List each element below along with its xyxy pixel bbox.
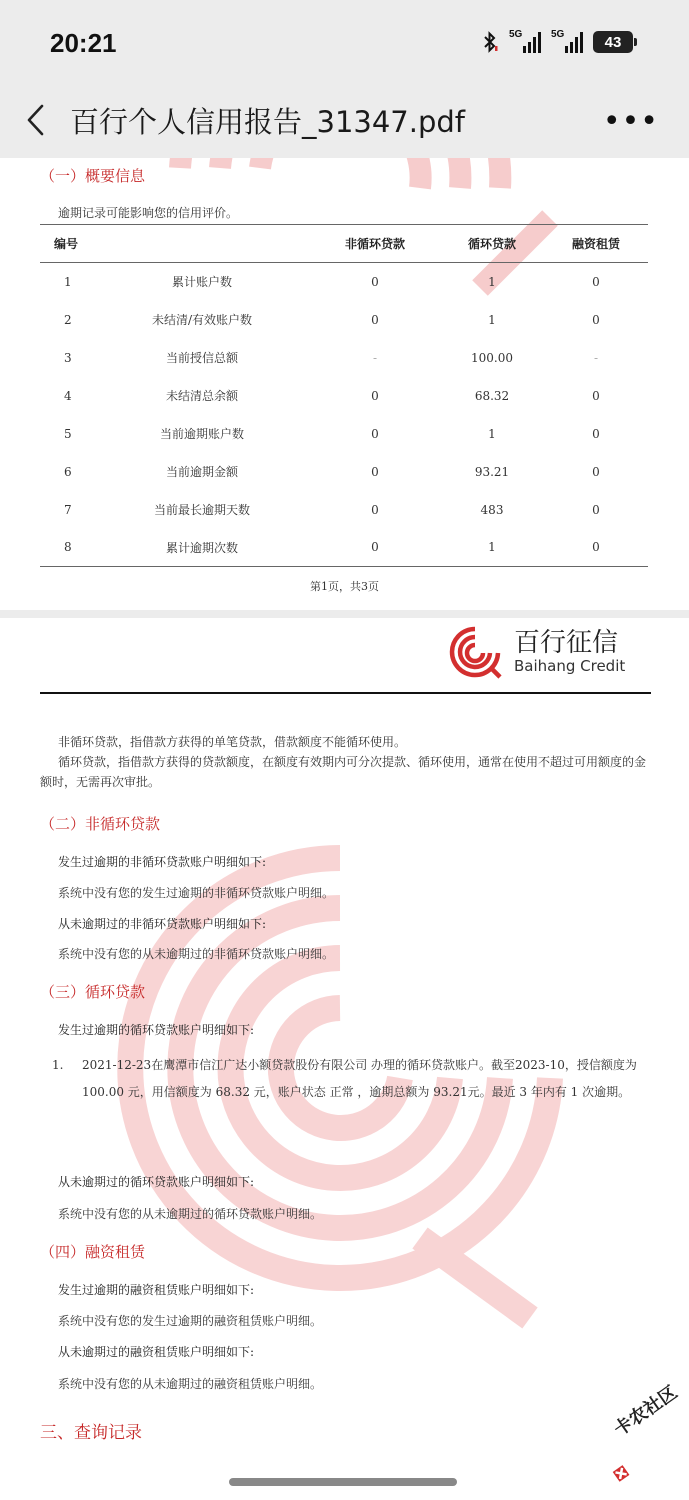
cell-number: 7: [64, 502, 72, 517]
overdue-note: 逾期记录可能影响您的信用评价。: [58, 206, 239, 220]
cell-leasing: 0: [592, 502, 600, 517]
cell-non-revolving: 0: [310, 529, 440, 567]
home-gesture-bar[interactable]: [229, 1478, 457, 1486]
revolving-overdue-label: 发生过逾期的循环贷款账户明细如下:: [58, 1023, 255, 1037]
leasing-overdue-label: 发生过逾期的融资租赁账户明细如下:: [58, 1283, 255, 1297]
table-row: [40, 491, 648, 529]
cell-item: 累计逾期次数: [94, 529, 310, 567]
cell-leasing: 0: [544, 529, 648, 567]
cell-number: 5: [64, 426, 72, 441]
cell-revolving: 1: [488, 426, 496, 441]
signal-icon: 5G: [509, 31, 541, 53]
cell-non-revolving: 0: [371, 388, 379, 403]
baihang-logo: [446, 622, 646, 682]
cell-leasing: 0: [592, 312, 600, 327]
leasing-overdue-text: 系统中没有您的发生过逾期的融资租赁账户明细。: [58, 1314, 323, 1328]
cell-non-revolving: 0: [371, 312, 379, 327]
definition-revolving: 循环贷款，指借款方获得的贷款额度，在额度有效期内可分次提款、循环使用，通常在使用不超过可用额度的金额时，无需再次审批。: [40, 755, 647, 789]
non-revolving-never-text: 系统中没有您的从未逾期过的非循环贷款账户明细。: [58, 947, 335, 961]
cell-revolving: 1: [488, 312, 496, 327]
section-title-leasing: （四）融资租赁: [40, 1243, 146, 1261]
cell-revolving: 1: [488, 274, 496, 289]
status-bar: [0, 0, 689, 88]
table-row: [40, 415, 648, 453]
page-number: 第1页，共3页: [310, 580, 379, 593]
section-title-non-revolving: （二）非循环贷款: [40, 815, 161, 833]
signal-icon-2: 5G: [551, 31, 583, 53]
cell-item: 当前授信总额: [165, 351, 238, 365]
header-item: [94, 225, 310, 263]
non-revolving-overdue-text: 系统中没有您的发生过逾期的非循环贷款账户明细。: [58, 886, 335, 900]
cell-leasing: 0: [592, 426, 600, 441]
pdf-page-1[interactable]: [0, 158, 689, 610]
cell-non-revolving: 0: [371, 426, 379, 441]
pdf-page-2[interactable]: [0, 618, 689, 1500]
cell-non-revolving: 0: [371, 464, 379, 479]
cell-revolving: 100.00: [471, 350, 513, 365]
logo-text-en: Baihang Credit: [514, 657, 626, 676]
summary-table: [40, 224, 648, 567]
cell-leasing: -: [593, 350, 599, 365]
cell-number: 3: [64, 350, 72, 365]
cell-revolving: 483: [480, 502, 504, 517]
back-arrow-icon[interactable]: [22, 102, 52, 138]
non-revolving-never-label: 从未逾期过的非循环贷款账户明细如下:: [58, 917, 267, 931]
logo-text-cn: 百行征信: [514, 627, 619, 658]
leasing-never-text: 系统中没有您的从未逾期过的融资租赁账户明细。: [58, 1377, 323, 1391]
status-icons: [481, 30, 633, 54]
revolving-never-label: 从未逾期过的循环贷款账户明细如下:: [58, 1175, 255, 1189]
revolving-never-text: 系统中没有您的从未逾期过的循环贷款账户明细。: [58, 1207, 323, 1221]
cell-non-revolving: -: [372, 350, 378, 365]
forum-badge-text: 卡农社区: [610, 1381, 682, 1441]
cell-item: 未结清/有效账户数: [151, 313, 253, 327]
cell-non-revolving: 0: [371, 502, 379, 517]
cell-leasing: 0: [592, 464, 600, 479]
section-title-summary: （一）概要信息: [40, 167, 146, 185]
header-non-revolving: 非循环贷款: [310, 225, 440, 263]
title-bar: [0, 88, 689, 158]
table-row: [40, 377, 648, 415]
table-row: [40, 339, 648, 377]
cell-number: 4: [64, 388, 72, 403]
definition-non-revolving: 非循环贷款，指借款方获得的单笔贷款，借款额度不能循环使用。: [58, 735, 407, 749]
cell-leasing: 0: [592, 274, 600, 289]
header-rule: [40, 692, 651, 694]
forum-watermark-badge: [584, 1381, 689, 1490]
item-text: 2021-12-23在鹰潭市信江广达小额贷款股份有限公司 办理的循环贷款账户。截至2023-10，授信额度为 100.00 元，用信额度为 68.32 元，账户状态 正常 ，逾期总额为 93.21元。最近 3 年内有 1 次逾期。: [82, 1058, 637, 1099]
cell-number: 2: [64, 312, 72, 327]
table-row: [40, 263, 648, 301]
cell-leasing: 0: [592, 388, 600, 403]
baihang-logo-icon: [446, 623, 504, 681]
header-leasing: 融资租赁: [544, 225, 648, 263]
cell-number: 6: [64, 464, 72, 479]
non-revolving-overdue-label: 发生过逾期的非循环贷款账户明细如下:: [58, 855, 267, 869]
header-revolving: 循环贷款: [440, 225, 544, 263]
table-row: [40, 301, 648, 339]
battery-icon: [593, 31, 633, 53]
bluetooth-icon: [481, 30, 499, 54]
leasing-never-label: 从未逾期过的融资租赁账户明细如下:: [58, 1345, 255, 1359]
table-row: [40, 529, 648, 567]
section-title-query-records: 三、查询记录: [40, 1423, 142, 1443]
battery-level: 43: [604, 33, 622, 51]
cell-revolving: 1: [440, 529, 544, 567]
item-number: 1.: [52, 1058, 64, 1072]
cell-item: 未结清总余额: [165, 389, 238, 403]
cell-revolving: 68.32: [474, 388, 510, 403]
header-number: 编号: [40, 225, 94, 263]
status-time: 20:21: [50, 28, 117, 58]
cell-number: 1: [64, 274, 72, 289]
more-options-icon[interactable]: •••: [602, 104, 659, 139]
cell-item: 当前逾期账户数: [159, 427, 244, 441]
table-row: [40, 453, 648, 491]
cell-item: 当前最长逾期天数: [153, 503, 250, 517]
table-header-row: [40, 225, 648, 263]
cell-item: 当前逾期金额: [165, 465, 238, 479]
cell-non-revolving: 0: [371, 274, 379, 289]
cell-number: 8: [40, 529, 94, 567]
cell-item: 累计账户数: [171, 275, 232, 290]
document-title: 百行个人信用报告_31347.pdf: [70, 105, 465, 139]
cell-revolving: 93.21: [474, 464, 510, 479]
section-title-revolving: （三）循环贷款: [40, 983, 146, 1001]
